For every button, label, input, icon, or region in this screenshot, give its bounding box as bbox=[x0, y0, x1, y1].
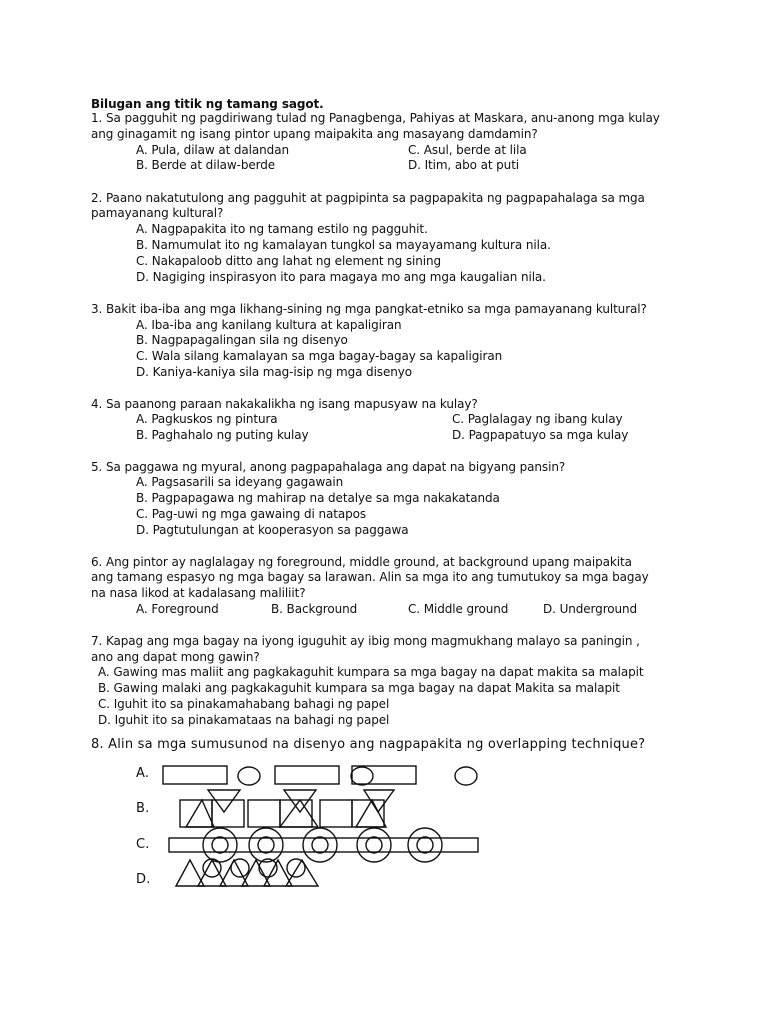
choice-1c[interactable]: C. Asul, berde at lila bbox=[408, 143, 527, 157]
triangle-shape bbox=[208, 790, 240, 812]
choice-7c[interactable]: C. Iguhit ito sa pinakamahabang bahagi ng papel bbox=[98, 697, 390, 711]
circle-shape bbox=[408, 828, 442, 862]
instruction: Bilugan ang titik ng tamang sagot. bbox=[91, 97, 324, 111]
question-1-text: ang ginagamit ng isang pintor upang maipakita ang masayang damdamin? bbox=[91, 127, 538, 141]
design-a[interactable] bbox=[163, 766, 477, 785]
choice-2a[interactable]: A. Nagpapakita ito ng tamang estilo ng pagguhit. bbox=[136, 222, 428, 236]
circle-shape bbox=[203, 859, 221, 877]
triangle-shape bbox=[286, 860, 318, 886]
choice-8b-label[interactable]: B. bbox=[136, 801, 150, 816]
choice-5d[interactable]: D. Pagtutulungan at kooperasyon sa paggawa bbox=[136, 523, 409, 537]
choice-2b[interactable]: B. Namumulat ito ng kamalayan tungkol sa mayayamang kultura nila. bbox=[136, 238, 551, 252]
choice-7b[interactable]: B. Gawing malaki ang pagkakaguhit kumpara sa mga bagay na dapat Makita sa malapit bbox=[98, 681, 620, 695]
question-1-text: 1. Sa pagguhit ng pagdiriwang tulad ng Panagbenga, Pahiyas at Maskara, anu-anong mga kulay bbox=[91, 111, 660, 125]
question-7-text: 7. Kapag ang mga bagay na iyong iguguhit ay ibig mong magmukhang malayo sa paningin , bbox=[91, 634, 640, 648]
choice-6a[interactable]: A. Foreground bbox=[136, 602, 219, 616]
question-3-text: 3. Bakit iba-iba ang mga likhang-sining ng mga pangkat-etniko sa mga pamayanang kultural? bbox=[91, 302, 647, 316]
choice-6d[interactable]: D. Underground bbox=[543, 602, 638, 616]
choice-1b[interactable]: B. Berde at dilaw-berde bbox=[136, 158, 276, 172]
choice-2d[interactable]: D. Nagiging inspirasyon ito para magaya mo ang mga kaugalian nila. bbox=[136, 270, 546, 284]
choice-3b[interactable]: B. Nagpapagalingan sila ng disenyo bbox=[136, 333, 348, 347]
choice-2c[interactable]: C. Nakapaloob ditto ang lahat ng element ng sining bbox=[136, 254, 442, 268]
square-shape bbox=[180, 800, 212, 827]
choice-7a[interactable]: A. Gawing mas maliit ang pagkakaguhit kumpara sa mga bagay na dapat makita sa malapit bbox=[98, 665, 644, 679]
circle-shape bbox=[417, 837, 433, 853]
question-6-text: 6. Ang pintor ay naglalagay ng foreground, middle ground, at background upang maipakita bbox=[91, 555, 632, 569]
oval-shape bbox=[455, 767, 477, 785]
choice-4a[interactable]: A. Pagkuskos ng pintura bbox=[136, 412, 278, 426]
triangle-shape bbox=[186, 800, 214, 827]
question-6-text: ang tamang espasyo ng mga bagay sa larawan. Alin sa mga ito ang tumutukoy sa mga bagay bbox=[91, 570, 649, 584]
rectangle-shape bbox=[352, 766, 416, 784]
choice-8c-label[interactable]: C. bbox=[136, 837, 150, 852]
choice-1a[interactable]: A. Pula, dilaw at dalandan bbox=[136, 143, 289, 157]
choice-6b[interactable]: B. Background bbox=[271, 602, 358, 616]
circle-shape bbox=[258, 837, 274, 853]
circle-shape bbox=[366, 837, 382, 853]
oval-shape bbox=[238, 767, 260, 785]
question-5-text: 5. Sa paggawa ng myural, anong pagpapahalaga ang dapat na bigyang pansin? bbox=[91, 460, 566, 474]
circle-shape bbox=[303, 828, 337, 862]
choice-4b[interactable]: B. Paghahalo ng puting kulay bbox=[136, 428, 309, 442]
choice-4c[interactable]: C. Paglalagay ng ibang kulay bbox=[452, 412, 623, 426]
design-d[interactable] bbox=[176, 859, 318, 886]
circle-shape bbox=[203, 828, 237, 862]
rectangle-shape bbox=[275, 766, 339, 784]
choice-8a-label[interactable]: A. bbox=[136, 766, 150, 781]
choice-8d-label[interactable]: D. bbox=[136, 872, 151, 887]
circle-shape bbox=[312, 837, 328, 853]
question-7-text: ano ang dapat mong gawin? bbox=[91, 650, 260, 664]
choice-1d[interactable]: D. Itim, abo at puti bbox=[408, 158, 520, 172]
choice-7d[interactable]: D. Iguhit ito sa pinakamataas na bahagi ng papel bbox=[98, 713, 390, 727]
square-shape bbox=[320, 800, 352, 827]
choice-4d[interactable]: D. Pagpapatuyo sa mga kulay bbox=[452, 428, 629, 442]
design-b[interactable] bbox=[180, 790, 394, 827]
triangle-shape bbox=[356, 800, 386, 827]
question-8-text: 8. Alin sa mga sumusunod na disenyo ang nagpapakita ng overlapping technique? bbox=[91, 737, 646, 752]
choice-3d[interactable]: D. Kaniya-kaniya sila mag-isip ng mga disenyo bbox=[136, 365, 412, 379]
choice-6c[interactable]: C. Middle ground bbox=[408, 602, 509, 616]
circle-shape bbox=[357, 828, 391, 862]
square-shape bbox=[212, 800, 244, 827]
rectangle-shape bbox=[163, 766, 227, 784]
question-2-text: pamayanang kultural? bbox=[91, 206, 224, 220]
choice-3c[interactable]: C. Wala silang kamalayan sa mga bagay-bagay sa kapaligiran bbox=[136, 349, 503, 363]
oval-shape bbox=[351, 767, 373, 785]
circle-shape bbox=[212, 837, 228, 853]
question-4-text: 4. Sa paanong paraan nakakalikha ng isang mapusyaw na kulay? bbox=[91, 397, 478, 411]
choice-5c[interactable]: C. Pag-uwi ng mga gawaing di natapos bbox=[136, 507, 366, 521]
choice-5b[interactable]: B. Pagpapagawa ng mahirap na detalye sa mga nakakatanda bbox=[136, 491, 500, 505]
square-shape bbox=[248, 800, 280, 827]
square-shape bbox=[280, 800, 312, 827]
question-2-text: 2. Paano nakatutulong ang pagguhit at pagpipinta sa pagpapakita ng pagpapahalaga sa mga bbox=[91, 191, 645, 205]
circle-shape bbox=[249, 828, 283, 862]
choice-3a[interactable]: A. Iba-iba ang kanilang kultura at kapaligiran bbox=[136, 318, 402, 332]
triangle-shape bbox=[364, 790, 394, 812]
question-6-text: na nasa likod at kadalasang maliliit? bbox=[91, 586, 306, 600]
design-c[interactable] bbox=[169, 828, 478, 862]
choice-5a[interactable]: A. Pagsasarili sa ideyang gagawain bbox=[136, 475, 344, 489]
